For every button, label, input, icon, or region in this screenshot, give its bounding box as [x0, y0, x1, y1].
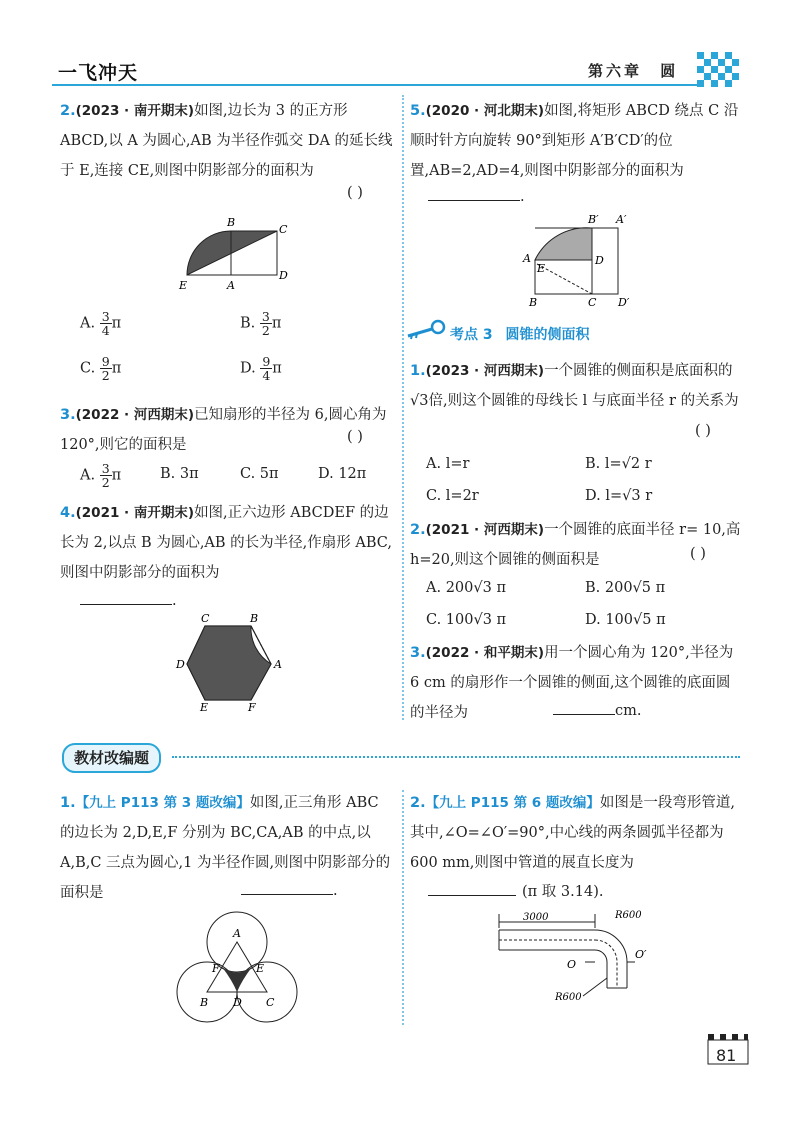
option-c[interactable]: C. 5π	[240, 466, 279, 482]
denominator: 4	[262, 368, 271, 383]
option-c[interactable]	[80, 355, 121, 382]
figure-square-sector	[175, 215, 305, 295]
label-r600-bottom: R600	[555, 992, 582, 1003]
pi-symbol: π	[111, 315, 122, 332]
section-heading	[450, 324, 590, 344]
question-2-right	[410, 515, 742, 575]
fig-label-C: C	[266, 996, 275, 1009]
question-3-left	[60, 400, 395, 460]
fig-label-F: F	[248, 701, 256, 712]
question-text: 如图,正三角形 ABC 的边长为 2,D,E,F 分别为 BC,CA,AB 的中点,以 A,B,C 三点为圆心,1 为半径作圆,则图中阴影部分的面积是	[60, 795, 391, 901]
question-number: 1.	[60, 795, 76, 811]
answer-blank[interactable]	[428, 186, 520, 201]
numerator: 3	[261, 309, 270, 324]
option-d[interactable]: D. l=√3 r	[585, 488, 653, 504]
fig-label-A: A	[274, 658, 282, 671]
pi-symbol: π	[271, 315, 282, 332]
question-text: 如图,将矩形 ABCD 绕点 C 沿顺时针方向旋转 90°到矩形 A′B′CD′的位置,AB=2,AD=4,则图中阴影部分的面积为	[410, 103, 739, 179]
question-source: (2023 · 南开期末)	[75, 103, 195, 119]
dim-3000: 3000	[523, 912, 549, 923]
denominator: 2	[101, 368, 110, 383]
period: .	[520, 189, 525, 205]
question-number: 5.	[410, 103, 426, 119]
section-label: 考点 3	[450, 327, 493, 343]
question-2-bottom	[410, 788, 742, 878]
option-c[interactable]: C. 100√3 π	[426, 612, 507, 628]
figure-three-circles	[170, 910, 305, 1025]
fig-label-E: E	[200, 701, 209, 712]
answer-blank-row	[241, 880, 338, 899]
section-banner: 教材改编题	[62, 743, 161, 773]
fig-label-B: B	[250, 612, 259, 625]
option-b[interactable]	[240, 310, 281, 337]
fig-label-D: D	[595, 254, 604, 267]
answer-blank[interactable]	[241, 880, 333, 895]
fig-label-F: F	[212, 962, 220, 975]
option-label: A.	[80, 315, 96, 332]
figure-hexagon	[175, 612, 285, 712]
question-text: 如图,正六边形 ABCDEF 的边长为 2,以点 B 为圆心,AB 的长为半径,作扇形 ABC,则图中阴影部分的面积为	[60, 505, 392, 581]
question-text: 用一个圆心角为 120°,半径为 6 cm 的扇形作一个圆锥的侧面,这个圆锥的底面圆的半径为	[410, 645, 734, 721]
question-text: 一个圆锥的侧面积是底面积的√3倍,则这个圆锥的母线长 l 与底面半径 r 的关系为	[410, 363, 739, 409]
fig-label-A: A	[523, 252, 531, 265]
question-text: 如图,边长为 3 的正方形 ABCD,以 A 为圆心,AB 为半径作弧交 DA 的延长线于 E,连接 CE,则图中阴影部分的面积为	[60, 103, 393, 179]
fig-label-C: C	[279, 223, 288, 236]
numerator: 9	[262, 354, 271, 369]
answer-blank-row	[553, 700, 641, 719]
option-d[interactable]	[240, 355, 282, 382]
chapter-label: 第六章	[588, 62, 643, 80]
denominator: 2	[101, 475, 110, 490]
option-label: C.	[80, 360, 96, 377]
question-source: (2020 · 河北期末)	[425, 103, 545, 119]
fraction	[100, 310, 112, 337]
answer-paren[interactable]: ( )	[347, 185, 363, 201]
fig-label-B: B	[227, 216, 236, 229]
brand-logo: 一飞冲天	[58, 62, 139, 84]
option-b[interactable]: B. 3π	[160, 466, 199, 482]
denominator: 2	[261, 323, 270, 338]
option-a[interactable]: A. 200√3 π	[426, 580, 506, 596]
option-label: B.	[240, 315, 256, 332]
answer-paren[interactable]: ( )	[695, 423, 711, 439]
option-d[interactable]: D. 100√5 π	[585, 612, 666, 628]
fig-label-D: D	[176, 658, 185, 671]
column-separator	[402, 95, 404, 720]
period: .	[333, 883, 338, 899]
fig-label-C: C	[201, 612, 210, 625]
answer-blank-row	[428, 186, 525, 205]
pi-symbol: π	[111, 467, 122, 484]
answer-blank-row	[80, 590, 177, 609]
fig-label-E: E	[537, 262, 546, 275]
question-2-left	[60, 96, 395, 186]
denominator: 4	[101, 323, 110, 338]
option-b[interactable]: B. l=√2 r	[585, 456, 652, 472]
label-r600-top: R600	[615, 910, 642, 921]
option-b[interactable]: B. 200√5 π	[585, 580, 666, 596]
header-rule	[52, 84, 697, 86]
fig-label-E: E	[256, 962, 265, 975]
page-number: 81	[716, 1046, 737, 1065]
chapter-title: 圆	[660, 62, 679, 80]
option-d[interactable]: D. 12π	[318, 466, 367, 482]
question-source: (2021 · 河西期末)	[425, 522, 545, 538]
question-1-right	[410, 356, 742, 416]
option-a[interactable]: A. l=r	[426, 456, 470, 472]
fig-label-A: A	[227, 279, 235, 292]
question-source: (2023 · 河西期末)	[425, 363, 545, 379]
question-4-left	[60, 498, 395, 588]
figure-rotated-rectangle	[515, 210, 640, 310]
answer-blank[interactable]	[553, 700, 615, 715]
question-number: 3.	[60, 407, 76, 423]
question-number: 1.	[410, 363, 426, 379]
pi-note: (π 取 3.14).	[522, 884, 604, 900]
question-text: 一个圆锥的底面半径 r= 10,高 h=20,则这个圆锥的侧面积是	[410, 522, 741, 568]
numerator: 3	[101, 461, 110, 476]
answer-blank-row	[428, 880, 603, 901]
figure-bent-pipe	[495, 908, 660, 1008]
answer-paren[interactable]: ( )	[690, 546, 706, 562]
section-title: 圆锥的侧面积	[505, 327, 590, 343]
fig-label-B: B	[529, 296, 538, 309]
option-label: A.	[80, 467, 96, 484]
period: .	[172, 593, 177, 609]
fig-label-A: A	[233, 927, 241, 940]
fig-label-O: O	[567, 958, 577, 971]
question-5-right	[410, 96, 742, 186]
checker-decoration	[697, 52, 739, 88]
fig-label-Dp: D′	[618, 296, 630, 309]
chapter-heading	[588, 60, 678, 81]
numerator: 3	[101, 309, 110, 324]
numerator: 9	[101, 354, 110, 369]
question-text: 如图是一段弯形管道,其中,∠O=∠O′=90°,中心线的两条圆弧半径都为 600 mm,则图中管道的展直长度为	[410, 795, 735, 871]
fraction	[260, 310, 272, 337]
question-source: (2021 · 南开期末)	[75, 505, 195, 521]
question-number: 2.	[60, 103, 76, 119]
fraction	[260, 355, 272, 382]
answer-paren[interactable]: ( )	[347, 429, 363, 445]
answer-blank[interactable]	[80, 590, 172, 605]
column-separator-bottom	[402, 790, 404, 1025]
question-source: (2022 · 和平期末)	[425, 645, 545, 661]
key-icon	[404, 318, 446, 340]
fig-label-D: D	[279, 269, 288, 282]
fig-label-Ap: A′	[616, 213, 627, 226]
fig-label-Bp: B′	[588, 213, 599, 226]
question-number: 2.	[410, 795, 426, 811]
banner-dotted-rule	[172, 756, 740, 758]
answer-blank[interactable]	[428, 881, 516, 896]
fig-label-C: C	[588, 296, 597, 309]
fig-label-Op: O′	[635, 948, 647, 961]
fig-label-D: D	[233, 996, 242, 1009]
option-label: D.	[240, 360, 256, 377]
fraction	[100, 462, 112, 489]
question-source: (2022 · 河西期末)	[75, 407, 195, 423]
fraction	[100, 355, 112, 382]
option-a[interactable]	[80, 310, 121, 337]
question-number: 3.	[410, 645, 426, 661]
question-number: 4.	[60, 505, 76, 521]
unit: cm.	[615, 703, 642, 719]
fig-label-B: B	[200, 996, 209, 1009]
option-a[interactable]	[80, 462, 121, 489]
question-number: 2.	[410, 522, 426, 538]
question-text: 已知扇形的半径为 6,圆心角为 120°,则它的面积是	[60, 407, 387, 453]
question-source: 【九上 P115 第 6 题改编】	[425, 795, 600, 811]
question-1-bottom	[60, 788, 395, 908]
question-source: 【九上 P113 第 3 题改编】	[75, 795, 250, 811]
pi-symbol: π	[272, 360, 282, 377]
fig-label-E: E	[179, 279, 188, 292]
option-c[interactable]: C. l=2r	[426, 488, 479, 504]
pi-symbol: π	[111, 360, 122, 377]
